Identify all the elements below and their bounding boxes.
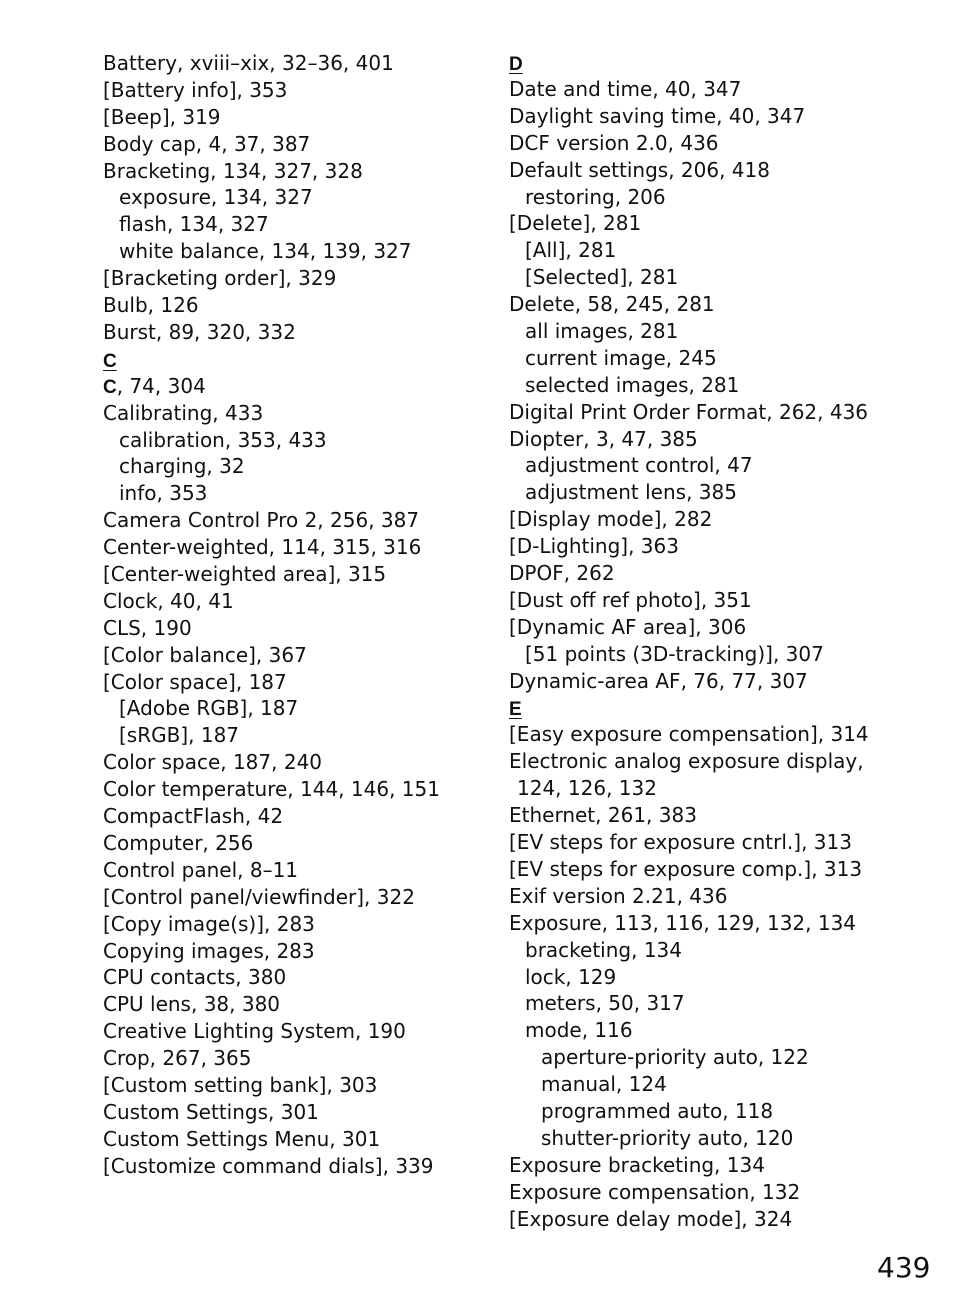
index-entry: DPOF, 262: [509, 561, 615, 586]
index-subentry: [sRGB], 187: [119, 723, 240, 748]
index-entry: [Display mode], 282: [509, 507, 713, 532]
index-entry: [Center-weighted area], 315: [103, 562, 387, 587]
index-entry: [EV steps for exposure cntrl.], 313: [509, 830, 852, 855]
index-entry: Exposure compensation, 132: [509, 1179, 801, 1204]
index-subentry: [51 points (3D-tracking)], 307: [525, 641, 824, 666]
index-entry: Ethernet, 261, 383: [509, 803, 697, 828]
index-entry: Bracketing, 134, 327, 328: [103, 158, 363, 183]
index-entry: [Easy exposure compensation], 314: [509, 722, 869, 747]
index-entry: [D-Lighting], 363: [509, 534, 679, 559]
index-subentry: selected images, 281: [525, 372, 740, 397]
mode-symbol-icon: C: [103, 376, 117, 398]
index-entry: Daylight saving time, 40, 347: [509, 103, 806, 128]
index-entry: CPU lens, 38, 380: [103, 992, 281, 1017]
index-subentry: current image, 245: [525, 345, 717, 370]
index-entry: Battery, xviii–xix, 32–36, 401: [103, 51, 394, 75]
index-entry: Digital Print Order Format, 262, 436: [509, 399, 869, 424]
section-letter-e: E: [509, 699, 522, 721]
index-entry: Center-weighted, 114, 315, 316: [103, 535, 422, 560]
index-subentry: programmed auto, 118: [541, 1098, 774, 1123]
index-entry: [Bracketing order], 329: [103, 266, 337, 291]
index-column-left: [103, 50, 440, 1180]
index-entry: Exposure, 113, 116, 129, 132, 134: [509, 910, 857, 935]
index-entry: [Dust off ref photo], 351: [509, 587, 752, 612]
index-subentry: flash, 134, 327: [119, 212, 269, 237]
index-subentry: shutter-priority auto, 120: [541, 1125, 794, 1150]
index-entry: CompactFlash, 42: [103, 804, 284, 829]
index-subentry: meters, 50, 317: [525, 991, 685, 1016]
index-subentry: aperture-priority auto, 122: [541, 1045, 809, 1070]
index-subentry: calibration, 353, 433: [119, 427, 327, 452]
index-entry: [Delete], 281: [509, 211, 642, 236]
section-letter-c: C: [103, 350, 117, 372]
index-subentry: white balance, 134, 139, 327: [119, 239, 412, 264]
index-entry: Calibrating, 433: [103, 400, 264, 425]
index-subentry: info, 353: [119, 481, 208, 506]
index-entry: Clock, 40, 41: [103, 588, 234, 613]
index-entry: [103, 373, 440, 400]
index-entry: [Color space], 187: [103, 669, 287, 694]
index-subentry: bracketing, 134: [525, 937, 683, 962]
index-entry-text: , 74, 304: [116, 373, 206, 398]
index-entry: [Exposure delay mode], 324: [509, 1206, 793, 1231]
index-entry: Dynamic-area AF, 76, 77, 307: [509, 668, 808, 693]
index-entry: Electronic analog exposure display,: [509, 749, 864, 774]
index-entry: Custom Settings, 301: [103, 1099, 319, 1124]
index-subentry: mode, 116: [525, 1018, 633, 1043]
index-entry: [Customize command dials], 339: [103, 1153, 434, 1178]
index-entry: Computer, 256: [103, 830, 254, 855]
index-entry: Body cap, 4, 37, 387: [103, 131, 311, 156]
index-entry: [Battery info], 353: [103, 77, 288, 102]
index-entry: Delete, 58, 245, 281: [509, 292, 715, 317]
index-subentry: restoring, 206: [525, 184, 666, 209]
index-subentry: adjustment lens, 385: [525, 480, 737, 505]
index-subentry: exposure, 134, 327: [119, 185, 313, 210]
index-entry: [Beep], 319: [103, 104, 221, 129]
index-entry: DCF version 2.0, 436: [509, 130, 719, 155]
page-number: 439: [877, 1251, 931, 1284]
index-subentry: charging, 32: [119, 454, 245, 479]
index-entry: Creative Lighting System, 190: [103, 1019, 406, 1044]
index-entry: [Control panel/viewfinder], 322: [103, 884, 415, 909]
index-entry: Camera Control Pro 2, 256, 387: [103, 508, 420, 533]
index-subentry: [All], 281: [525, 238, 617, 263]
index-entry: Bulb, 126: [103, 293, 199, 318]
index-subentry: all images, 281: [525, 319, 679, 344]
index-entry: Exif version 2.21, 436: [509, 883, 728, 908]
index-subentry: [Adobe RGB], 187: [119, 696, 299, 721]
index-entry: [EV steps for exposure comp.], 313: [509, 856, 863, 881]
index-entry-continuation: 124, 126, 132: [517, 776, 657, 801]
index-entry: Crop, 267, 365: [103, 1046, 252, 1071]
index-entry: Exposure bracketing, 134: [509, 1152, 765, 1177]
index-entry: Control panel, 8–11: [103, 857, 299, 882]
index-entry: CPU contacts, 380: [103, 965, 287, 990]
index-entry: Burst, 89, 320, 332: [103, 319, 296, 344]
index-subentry: lock, 129: [525, 964, 617, 989]
index-subentry: adjustment control, 47: [525, 453, 753, 478]
index-subentry: manual, 124: [541, 1072, 667, 1097]
index-entry: Color temperature, 144, 146, 151: [103, 777, 440, 802]
index-entry: Diopter, 3, 47, 385: [509, 426, 698, 451]
index-entry: [Copy image(s)], 283: [103, 911, 315, 936]
index-entry: Copying images, 283: [103, 938, 315, 963]
section-letter-d: D: [509, 54, 523, 75]
index-entry: Custom Settings Menu, 301: [103, 1126, 381, 1151]
index-entry: Color space, 187, 240: [103, 750, 323, 775]
index-entry: [Custom setting bank], 303: [103, 1072, 378, 1097]
index-entry: Default settings, 206, 418: [509, 157, 770, 182]
index-subentry: [Selected], 281: [525, 265, 679, 290]
index-entry: [Dynamic AF area], 306: [509, 614, 747, 639]
index-entry: Date and time, 40, 347: [509, 77, 742, 101]
index-entry: CLS, 190: [103, 615, 192, 640]
index-entry: [Color balance], 367: [103, 642, 307, 667]
index-column-right: [509, 50, 869, 1232]
